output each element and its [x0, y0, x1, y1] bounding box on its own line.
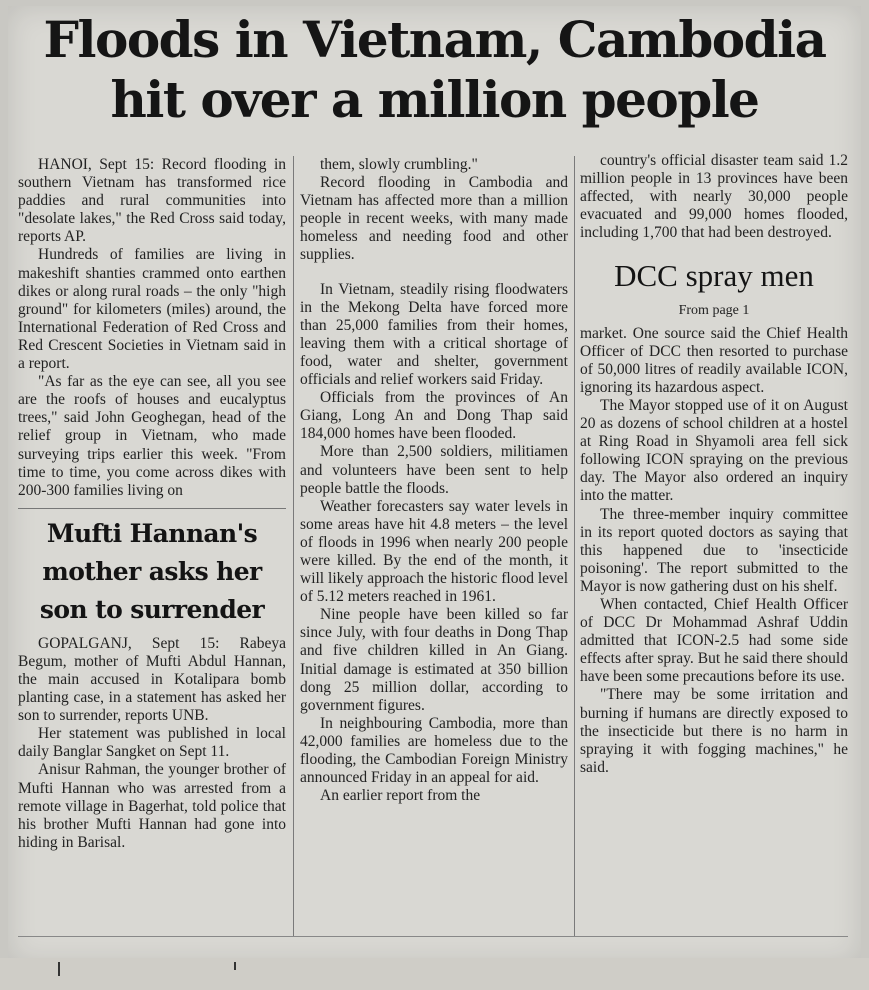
- article-paragraph: When contacted, Chief Health Officer of DCC Dr Mohammad Ashraf Uddin admitted that ICON-2.5 had some side effects after spray. But he said there should have been some precautions before its use.: [580, 595, 848, 686]
- column-1: [18, 156, 286, 852]
- article-paragraph: An earlier report from the: [320, 787, 481, 805]
- continued-from-label: From page 1: [678, 303, 750, 319]
- dcc-spray-men-headline: DCC spray men: [614, 258, 814, 294]
- article-paragraph: The Mayor stopped use of it on August 20 as dozens of school children at a hostel at Ring Road in Shyamoli area fell sick following ICON spraying on the previous day. The Mayor also ordered an inquiry into the matter.: [580, 396, 848, 505]
- article-paragraph: Weather forecasters say water levels in some areas have hit 4.8 meters – the level of floods in 1996 when nearly 200 people were killed. By the end of the month, it will likely approach the historic flood level of 5.12 meters reached in 1961.: [300, 497, 568, 606]
- paragraph-gap: [300, 265, 568, 281]
- article-paragraph: More than 2,500 soldiers, militiamen and volunteers have been sent to help people battle the floods.: [300, 443, 568, 497]
- pen-mark: [58, 962, 60, 976]
- article-paragraph: Nine people have been killed so far since July, with four deaths in Dong Thap and five children killed in An Giang. Initial damage is estimated at 350 billion dong 25 million dollar, according to government figures.: [300, 606, 568, 714]
- article-paragraph: Her statement was published in local daily Banglar Sangket on Sept 11.: [18, 725, 286, 761]
- mufti-hannan-headline: Mufti Hannan's mother asks her son to surrender: [18, 508, 286, 629]
- article-paragraph: GOPALGANJ, Sept 15: Rabeya Begum, mother of Mufti Abdul Hannan, the main accused in Kotalipara bomb planting case, in a statement has asked her son to surrender, reports UNB.: [18, 634, 286, 725]
- article-paragraph: them, slowly crumbling.": [320, 156, 478, 173]
- bottom-rule: [18, 936, 848, 937]
- article-paragraph: In Vietnam, steadily rising floodwaters in the Mekong Delta have forced more than 25,000 families from their homes, leaving them with a critical shortage of food, water and shelter, government officials and relief workers said Friday.: [300, 280, 568, 389]
- article-paragraph: HANOI, Sept 15: Record flooding in southern Vietnam has transformed rice paddies and rural communities into "desolate lakes," the Red Cross said today, reports AP.: [18, 156, 286, 246]
- article-paragraph: Record flooding in Cambodia and Vietnam has affected more than a million people in recent weeks, with many made homeless and needing food and other supplies.: [300, 174, 568, 264]
- article-paragraph: Anisur Rahman, the younger brother of Mufti Hannan who was arrested from a remote village in Bagerhat, told police that his brother Mufti Hannan had gone into hiding in Barisal.: [18, 761, 286, 851]
- main-headline: [8, 10, 861, 130]
- column-rule-2: [574, 156, 575, 936]
- article-paragraph: Officials from the provinces of An Giang, Long An and Dong Thap said 184,000 homes have been flooded.: [300, 389, 568, 443]
- article-paragraph: country's official disaster team said 1.2 million people in 13 provinces have been affected, with nearly 30,000 people evacuated and 99,000 homes flooded, including 1,700 that had been destroyed.: [580, 152, 848, 242]
- pen-mark: [234, 962, 236, 970]
- article-paragraph: The three-member inquiry committee in its report quoted doctors as saying that this happened due to 'insecticide poisoning'. The report submitted to the Mayor is now gathering dust on his shelf.: [580, 505, 848, 595]
- article-paragraph: "As far as the eye can see, all you see are the roofs of houses and eucalyptus trees," said John Geoghegan, head of the relief group in Vietnam, who made surveying trips earlier this week. "From time to time, you come across dikes with 200-300 families living on: [18, 373, 286, 499]
- article-paragraph: "There may be some irritation and burning if humans are directly exposed to the insecticide but there is no harm in spraying it with fogging machines," he said.: [580, 686, 848, 776]
- newspaper-clipping: [8, 6, 861, 964]
- headline-line-2: hit over a million people: [110, 70, 759, 129]
- article-paragraph: Hundreds of families are living in makeshift shanties crammed onto earthen dikes or along rural roads – the only "high ground" for kilometers (miles) around, the International Federation of Red Cross and Red Crescent Societies in Vietnam said in a report.: [18, 246, 286, 373]
- article-paragraph: market. One source said the Chief Health Officer of DCC then resorted to purchase of 50,000 litres of readily available ICON, ignoring its hazardous aspect.: [580, 324, 848, 396]
- article-paragraph: In neighbouring Cambodia, more than 42,000 families are homeless due to the flooding, the Cambodian Foreign Ministry announced Friday in an appeal for aid.: [300, 714, 568, 787]
- column-3: [580, 152, 848, 777]
- background-strip: [0, 958, 869, 990]
- column-2: [300, 156, 568, 805]
- headline-line-1: Floods in Vietnam, Cambodia: [43, 10, 826, 69]
- column-rule-1: [293, 156, 294, 936]
